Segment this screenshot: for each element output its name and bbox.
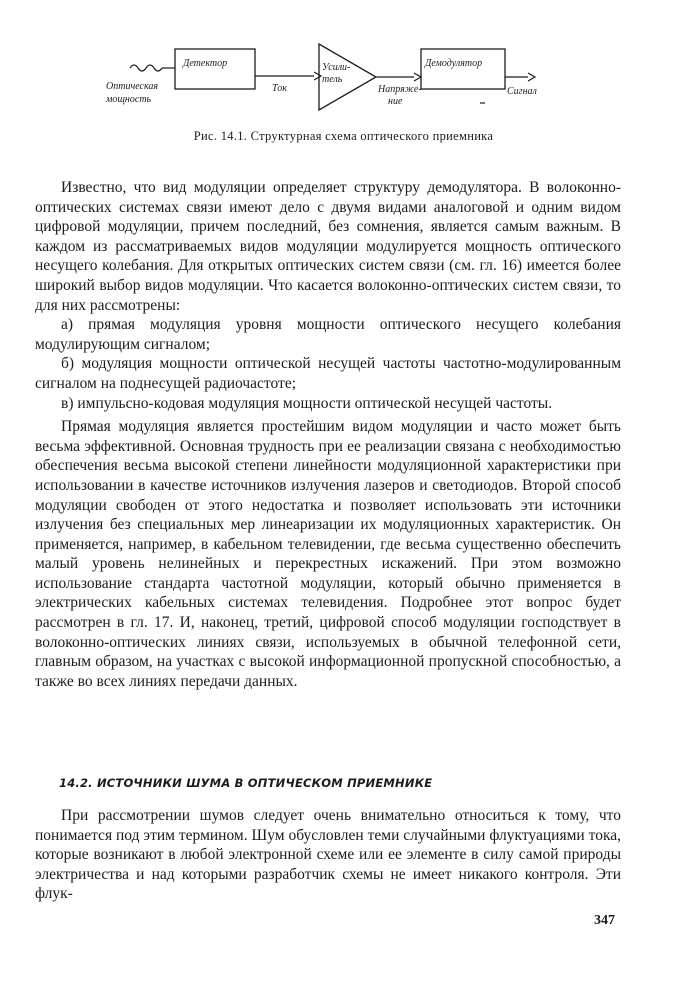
optical-input-wave [130,65,162,71]
list-item-c: в) импульсно-кодовая модуляция мощности оптической несущей частоты. [61,394,553,412]
voltage-label-2: ние [388,96,403,107]
page-number: 347 [594,913,615,928]
block-diagram [100,36,560,116]
block-diagram-svg [100,36,560,116]
paragraph-intro: Известно, что вид модуляции определяет структуру демодулятора. В волоконно-оптических системах связи имеют дело с двумя видами аналоговой и одним видом цифровой модуляции, причем последний, без сомнения, является самым важным. В каждом из рассматриваемых видов модуляции модулируется мощность оптического несущего колебания. Для открытых оптических систем связи (см. гл. 16) имеется более широкий выбор видов модуляции. Что касается волоконно-оптических систем связи, то для них рассмотрены: [35,179,621,314]
section-text [35,806,621,904]
figure-caption: Рис. 14.1. Структурная схема оптического приемника [193,129,494,143]
list-item-b: б) модуляция мощности оптической несущей частоты частотно-модулированным сигналом на поднесущей радиочастоте; [35,355,621,392]
detector-label: Детектор [183,58,228,69]
current-label: Ток [272,83,287,94]
input-label-1: Оптическая [106,81,159,92]
list-item-a: а) прямая модуляция уровня мощности оптического несущего колебания модулирующим сигналом; [35,316,621,353]
input-label-2: мощность [106,94,152,105]
main-text [35,178,621,691]
section-heading: 14.2. ИСТОЧНИКИ ШУМА В ОПТИЧЕСКОМ ПРИЕМНИКЕ [59,776,433,790]
paragraph-noise: При рассмотрении шумов следует очень внимательно относиться к тому, что понимается под этим термином. Шум обусловлен теми случайными флуктуациями тока, которые возникают в любой электронной схеме или ее элементе в силу самой природы электричества и над которыми разработчик схемы не имеет никакого контроля. Эти флук- [35,807,621,903]
amplifier-label-1: Усили- [322,62,351,73]
detector-box [175,49,255,89]
demodulator-box [421,49,505,89]
signal-label: Сигнал [507,86,537,97]
demodulator-label: Демодулятор [425,58,483,69]
voltage-label-1: Напряже- [378,84,422,95]
paragraph-direct-modulation: Прямая модуляция является простейшим видом модуляции и часто может быть весьма эффективной. Основная трудность при ее реализации связана с необходимостью обеспечения весьма высокой степени линейности модуляционной характеристики при использовании в качестве источников излучения лазеров и светодиодов. Второй способ модуляции свободен от этого недостатка и позволяет использовать эти источники излучения без специальных мер линеаризации их модуляционных характеристик. Он применяется, например, в кабельном телевидении, где весьма существенно обеспечить малый уровень нелинейных и перекрестных искажений. При этом возможно использование стандарта частотной модуляции, который обычно применяется в электрических кабельных системах телевидения. Подробнее этот вопрос будет рассмотрен в гл. 17. И, наконец, третий, цифровой способ модуляции господствует в волоконно-оптических линиях связи, используемых в обычной телефонной сети, главным образом, на участках с высокой информационной пропускной способностью, а также во всех линиях передачи данных. [35,418,621,690]
amplifier-label-2: тель [322,74,343,85]
